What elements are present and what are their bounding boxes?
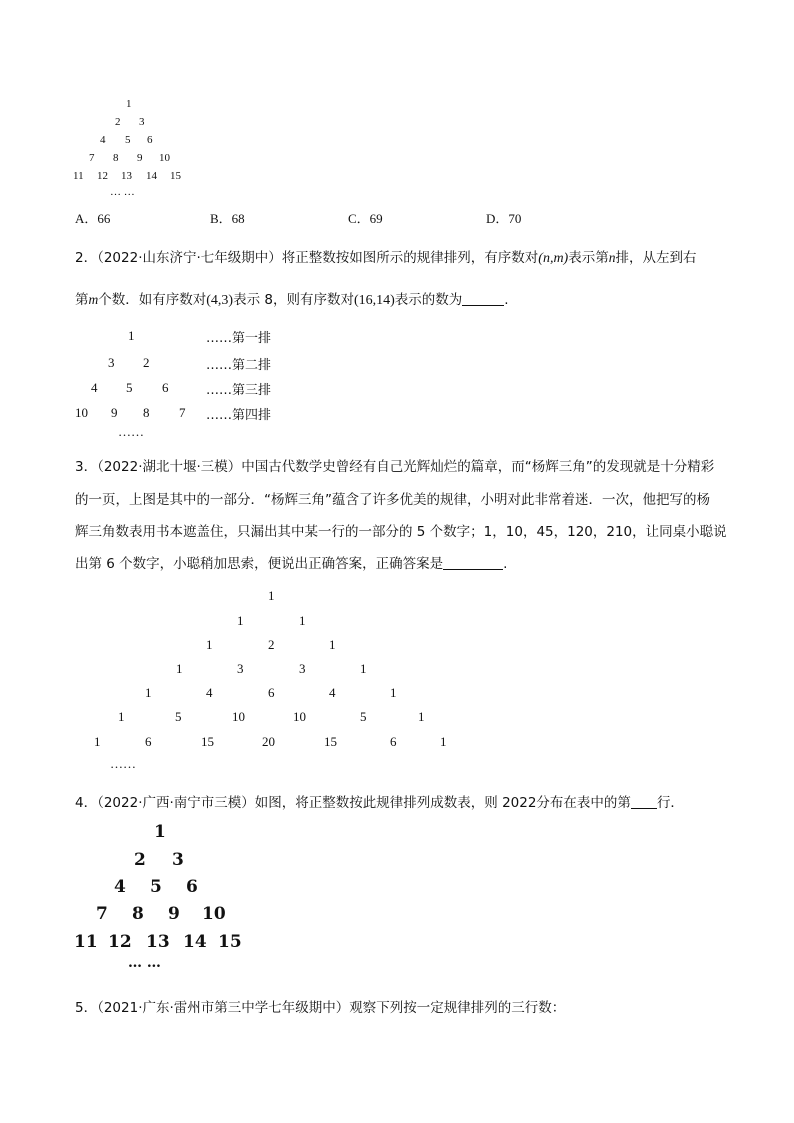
- pascal-num: 1: [94, 734, 101, 749]
- q2-end: .: [504, 292, 509, 308]
- q4-num: 5: [150, 877, 162, 897]
- pascal-num: 5: [175, 709, 182, 724]
- q1-num: 9: [137, 152, 143, 164]
- option-a: A．66: [75, 211, 111, 226]
- q1-num: 8: [113, 152, 119, 164]
- q3-end: .: [503, 556, 508, 572]
- pascal-num: 2: [268, 637, 275, 652]
- q1-num: 11: [73, 170, 84, 182]
- q1-num: 4: [100, 134, 106, 146]
- option-b: B．68: [210, 211, 245, 226]
- q2-row-label: ……第一排: [206, 331, 272, 346]
- q2-num: 1: [128, 328, 135, 343]
- q3-line1: 3．（2022·湖北十堰·三模）中国古代数学史曾经有自己光辉灿烂的篇章，而“杨辉三角”的发现就是十分精彩: [75, 459, 715, 475]
- q1-num: 15: [170, 170, 181, 182]
- pascal-num: 6: [268, 685, 275, 700]
- q2-row-label: ……第四排: [206, 408, 272, 423]
- q3-text: 出第 6 个数字，小聪稍加思索，便说出正确答案，正确答案是: [75, 556, 444, 572]
- q1-num: 14: [146, 170, 157, 182]
- q2-num: 2: [143, 355, 150, 370]
- q2-pair-example: (4,3): [206, 293, 234, 308]
- q2-num: 8: [143, 405, 150, 420]
- q2-row-label: ……第二排: [206, 358, 272, 373]
- pascal-num: 1: [237, 613, 244, 628]
- q3-line3: 辉三角数表用书本遮盖住，只漏出其中某一行的一部分的 5 个数字；1，10，45，120，210，让同桌小聪说: [75, 524, 727, 540]
- q2-question-line2: [75, 288, 509, 309]
- q2-text: 排，从左到右: [615, 250, 697, 266]
- pascal-num: 3: [299, 661, 306, 676]
- pascal-num: 4: [329, 685, 336, 700]
- q2-question-line1: [75, 246, 696, 267]
- q2-text: 表示第: [568, 250, 609, 266]
- q2-num: 5: [126, 380, 133, 395]
- q2-num: 4: [91, 380, 98, 395]
- q4-dots: … …: [128, 955, 161, 971]
- pascal-dots: ……: [110, 756, 136, 771]
- q2-num: 10: [75, 405, 88, 420]
- pascal-num: 1: [206, 637, 213, 652]
- pascal-num: 1: [390, 685, 397, 700]
- pascal-num: 1: [329, 637, 336, 652]
- q4-num: 2: [134, 850, 146, 870]
- q2-var-m: m: [88, 292, 99, 307]
- q4-question: [75, 791, 684, 811]
- pascal-num: 15: [324, 734, 337, 749]
- q4-num: 3: [172, 850, 184, 870]
- pascal-num: 1: [145, 685, 152, 700]
- q1-dots: … …: [110, 186, 135, 198]
- q2-answer-blank[interactable]: [462, 291, 504, 306]
- q4-answer-blank[interactable]: [631, 794, 657, 809]
- q1-num: 6: [147, 134, 153, 146]
- q2-dots: ……: [118, 424, 144, 439]
- q4-num: 7: [96, 904, 108, 924]
- q1-num: 7: [89, 152, 95, 164]
- pascal-num: 1: [440, 734, 447, 749]
- q2-pair-nm: (n,m): [538, 251, 569, 266]
- pascal-num: 1: [268, 588, 275, 603]
- q2-num: 9: [111, 405, 118, 420]
- q2-text: 第: [75, 292, 89, 308]
- q2-text: 表示 8，则有序数对: [233, 292, 354, 308]
- pascal-num: 3: [237, 661, 244, 676]
- q4-num: 10: [202, 904, 226, 924]
- pascal-num: 1: [118, 709, 125, 724]
- q2-num: 3: [108, 355, 115, 370]
- q4-num: 8: [132, 904, 144, 924]
- q4-num: 9: [168, 904, 180, 924]
- q4-end: 行．: [656, 795, 684, 811]
- pascal-num: 1: [418, 709, 425, 724]
- q1-num: 5: [125, 134, 131, 146]
- pascal-num: 10: [293, 709, 306, 724]
- option-d: D．70: [486, 211, 522, 226]
- q3-line4: [75, 552, 507, 572]
- pascal-num: 4: [206, 685, 213, 700]
- option-c: C．69: [348, 211, 383, 226]
- q2-pair-query: (16,14): [353, 293, 395, 308]
- q3-answer-blank[interactable]: [443, 555, 503, 570]
- q2-text: 个数．如有序数对: [98, 292, 207, 308]
- pascal-num: 5: [360, 709, 367, 724]
- q2-text: 2．（2022·山东济宁·七年级期中）将正整数按如图所示的规律排列，有序数对: [75, 250, 539, 266]
- q5-question: 5．（2021·广东·雷州市第三中学七年级期中）观察下列按一定规律排列的三行数：: [75, 1000, 566, 1016]
- q1-num: 13: [121, 170, 132, 182]
- pascal-num: 1: [176, 661, 183, 676]
- q1-num: 10: [159, 152, 170, 164]
- q4-num: 6: [186, 877, 198, 897]
- q4-num: 15: [218, 932, 242, 952]
- q4-num: 12: [108, 932, 132, 952]
- q4-num: 1: [154, 822, 166, 842]
- q2-text: 表示的数为: [394, 292, 463, 308]
- pascal-num: 1: [299, 613, 306, 628]
- q4-text: 4．（2022·广西·南宁市三模）如图，将正整数按此规律排列成数表，则 2022分布在表中的第: [75, 795, 631, 811]
- q1-num: 3: [139, 116, 145, 128]
- q3-line2: 的一页，上图是其中的一部分．“杨辉三角”蕴含了许多优美的规律，小明对此非常着迷．一次，他把写的杨: [75, 492, 710, 508]
- q1-num: 12: [97, 170, 108, 182]
- pascal-num: 15: [201, 734, 214, 749]
- pascal-num: 10: [232, 709, 245, 724]
- q2-num: 7: [179, 405, 186, 420]
- q2-var-n: n: [608, 250, 616, 265]
- q4-num: 4: [114, 877, 126, 897]
- q4-num: 11: [74, 932, 98, 952]
- q1-num: 1: [126, 98, 132, 110]
- q2-num: 6: [162, 380, 169, 395]
- pascal-num: 6: [390, 734, 397, 749]
- q2-row-label: ……第三排: [206, 383, 272, 398]
- pascal-num: 20: [262, 734, 275, 749]
- q4-num: 13: [146, 932, 170, 952]
- q1-num: 2: [115, 116, 121, 128]
- pascal-num: 6: [145, 734, 152, 749]
- pascal-num: 1: [360, 661, 367, 676]
- q4-num: 14: [183, 932, 207, 952]
